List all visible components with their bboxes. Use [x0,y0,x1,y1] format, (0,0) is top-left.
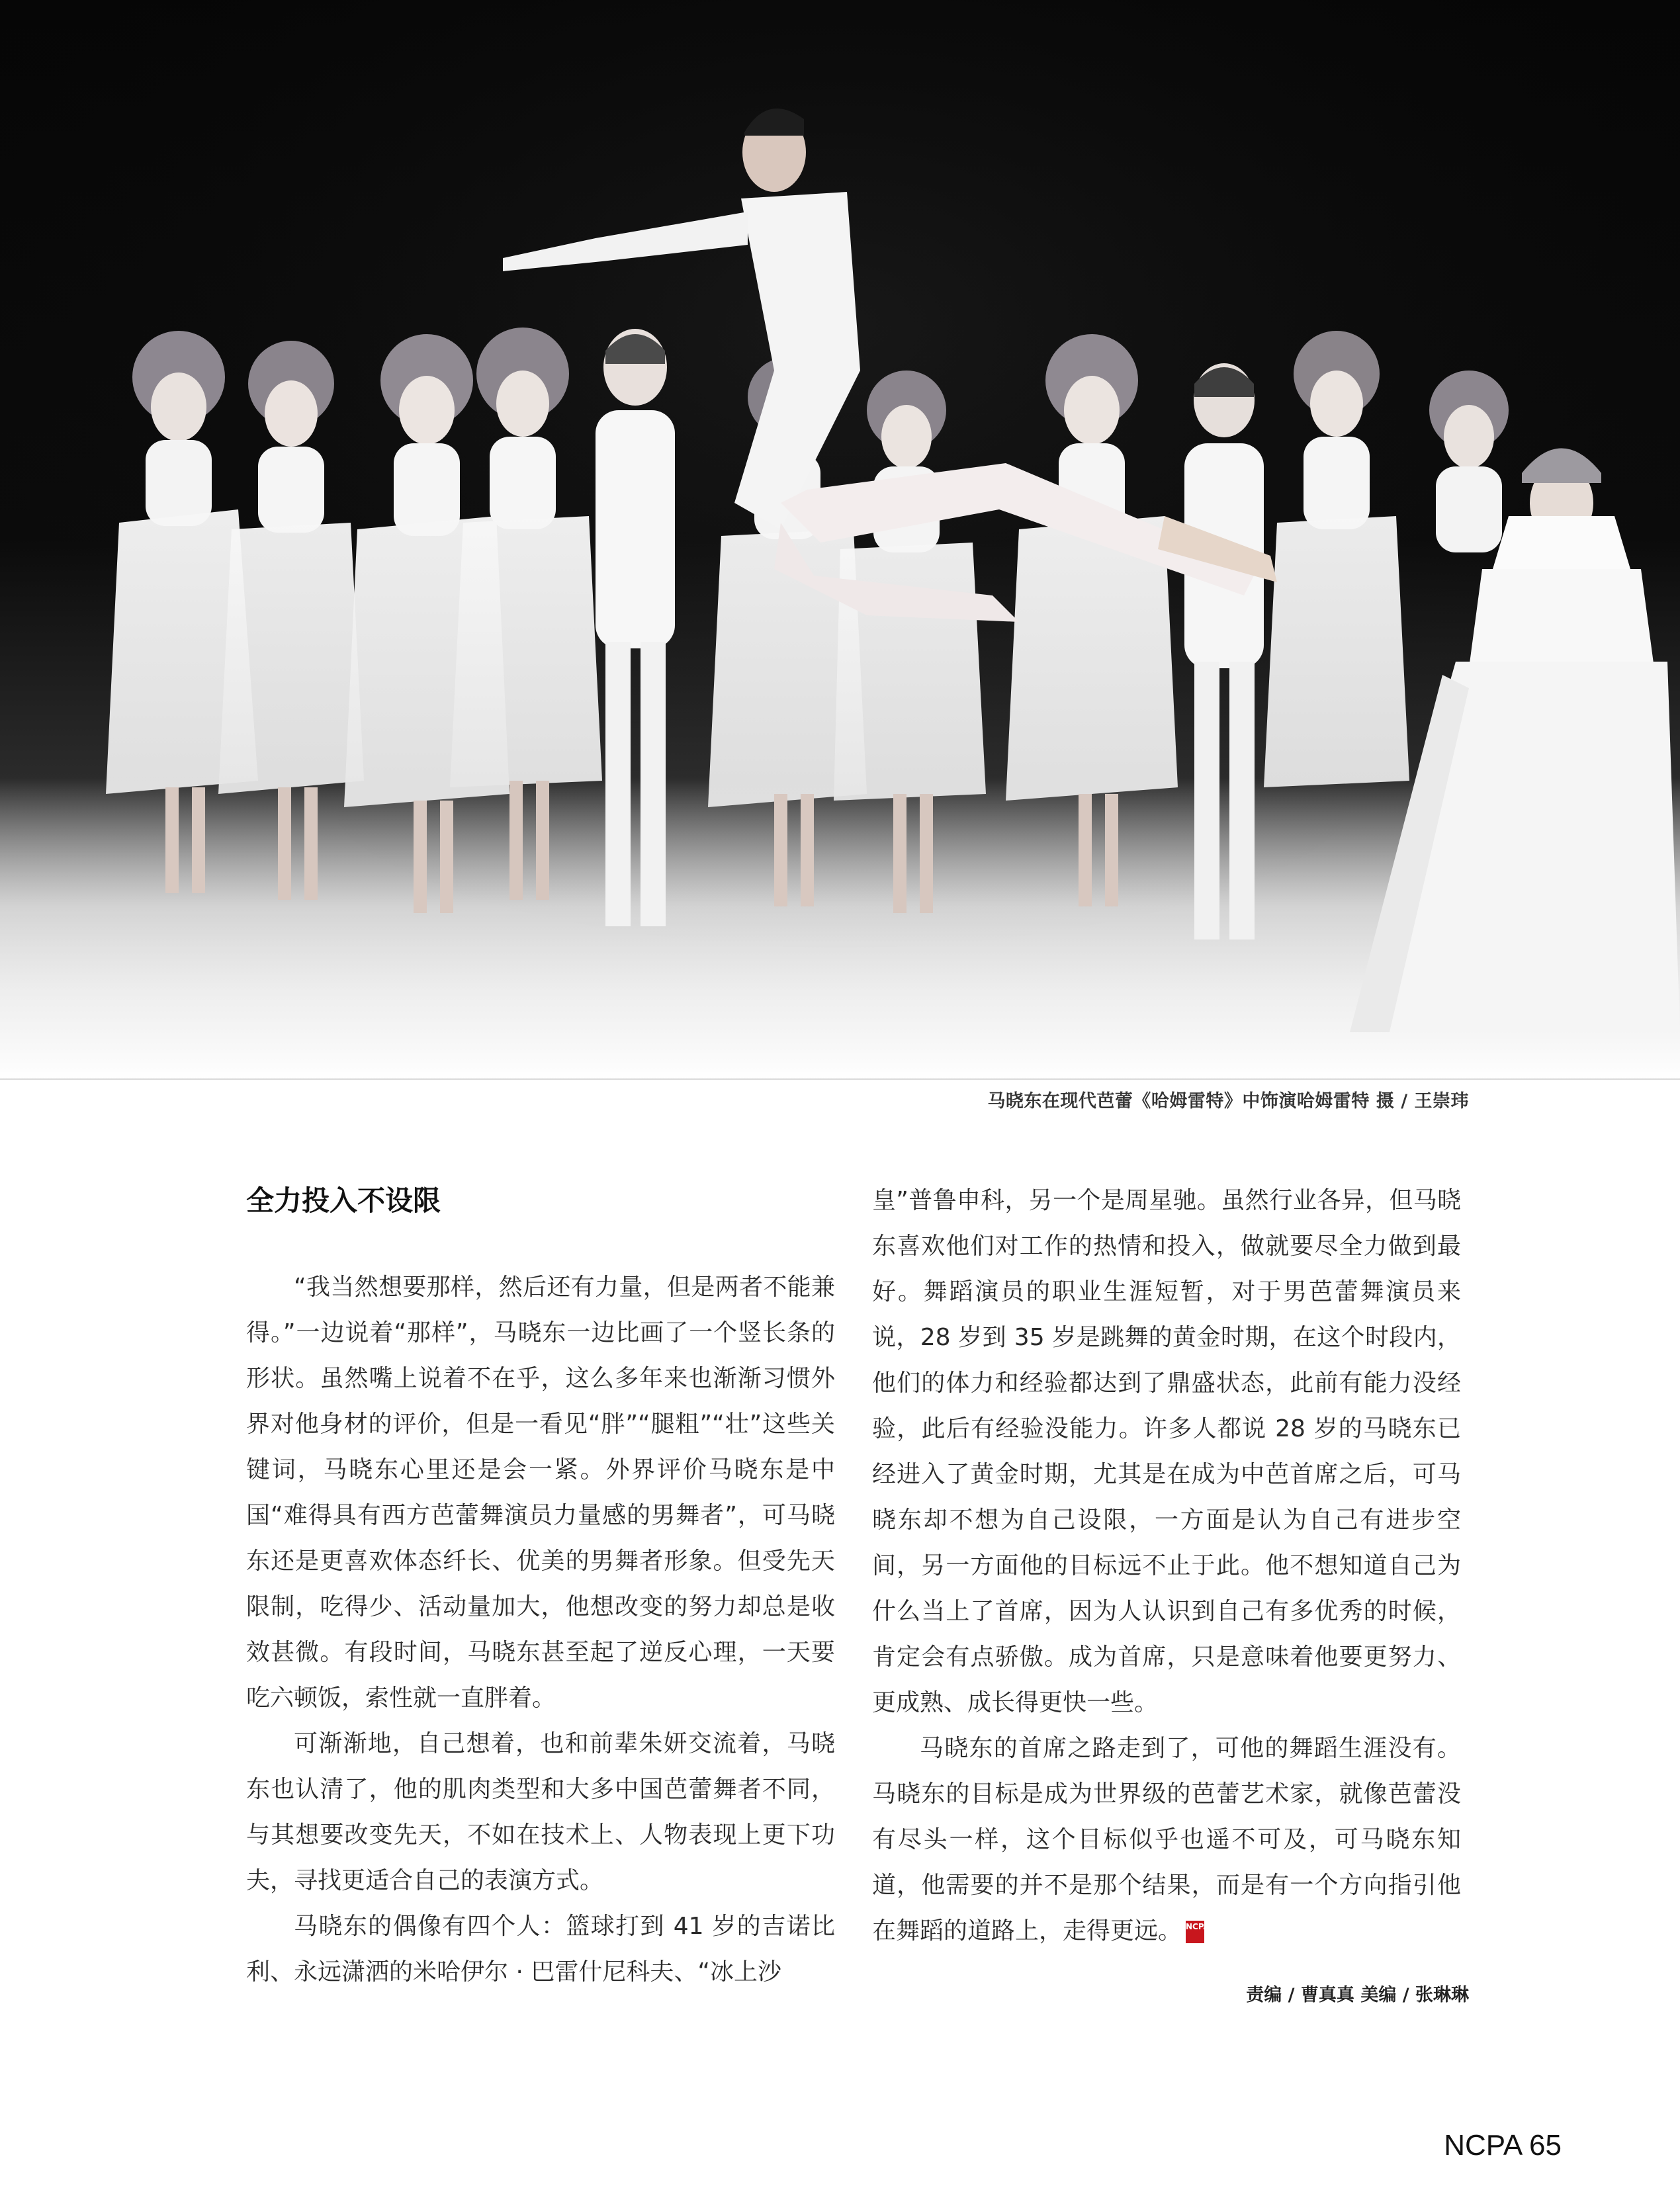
paragraph: “我当然想要那样，然后还有力量，但是两者不能兼得。”一边说着“那样”，马晓东一边比画了一个竖长条的形状。虽然嘴上说着不在乎，这么多年来也渐渐习惯外界对他身材的评价，但是一看见“胖”“腿粗”“壮”这些关键词，马晓东心里还是会一紧。外界评价马晓东是中国“难得具有西方芭蕾舞演员力量感的男舞者”，可马晓东还是更喜欢体态纤长、优美的男舞者形象。但受先天限制，吃得少、活动量加大，他想改变的努力却总是收效甚微。有段时间，马晓东甚至起了逆反心理，一天要吃六顿饭，索性就一直胖着。 [246,1274,835,1712]
publication-name: NCPA [1444,2129,1521,2162]
page-number: 65 [1529,2129,1562,2162]
paragraph-final [872,1726,1461,1954]
paragraph-continued: 皇”普鲁申科，另一个是周星驰。虽然行业各异，但马晓东喜欢他们对工作的热情和投入，做就要尽全力做到最好。舞蹈演员的职业生涯短暂，对于男芭蕾舞演员来说，28 岁到 35 岁是跳舞的黄金时期，在这个时段内，他们的体力和经验都达到了鼎盛状态，此前有能力没经验，此后有经验没能力。许多人都说 28 岁的马晓东已经进入了黄金时期，尤其是在成为中芭首席之后，可马晓东却不想为自己设限，一方面是认为自己有进步空间，另一方面他的目标远不止于此。他不想知道自己为什么当上了首席，因为人认识到自己有多优秀的时候，肯定会有点骄傲。成为首席，只是意味着他要更努力、更成熟、成长得更快一些。 [872,1187,1461,1716]
ncpa-end-mark-icon: NCPA [1186,1921,1204,1943]
photo-caption: 马晓东在现代芭蕾《哈姆雷特》中饰演哈姆雷特 摄 / 王崇玮 [987,1091,1469,1112]
page-folio [1390,2129,1562,2162]
ballet-scene-illustration [0,0,1680,1080]
editor-credits: 责编 / 曹真真 美编 / 张琳琳 [1246,1985,1469,2005]
paragraph-final-text: 马晓东的首席之路走到了，可他的舞蹈生涯没有。马晓东的目标是成为世界级的芭蕾艺术家，就像芭蕾没有尽头一样，这个目标似乎也遥不可及，可马晓东知道，他需要的并不是那个结果，而是有一个方向指引他在舞蹈的道路上，走得更远。 [872,1735,1461,1945]
paragraph: 可渐渐地，自己想着，也和前辈朱妍交流着，马晓东也认清了，他的肌肉类型和大多中国芭蕾舞者不同，与其想要改变先天，不如在技术上、人物表现上更下功夫，寻找更适合自己的表演方式。 [246,1730,835,1894]
paragraph: 马晓东的偶像有四个人：篮球打到 41 岁的吉诺比利、永远潇洒的米哈伊尔 · 巴雷什尼科夫、“冰上沙 [246,1913,835,1986]
text-column-left [246,1178,835,1995]
text-column-right [872,1178,1461,1954]
photo-bottom-rule [0,1078,1680,1080]
hero-photo [0,0,1680,1080]
section-heading: 全力投入不设限 [246,1184,441,1217]
